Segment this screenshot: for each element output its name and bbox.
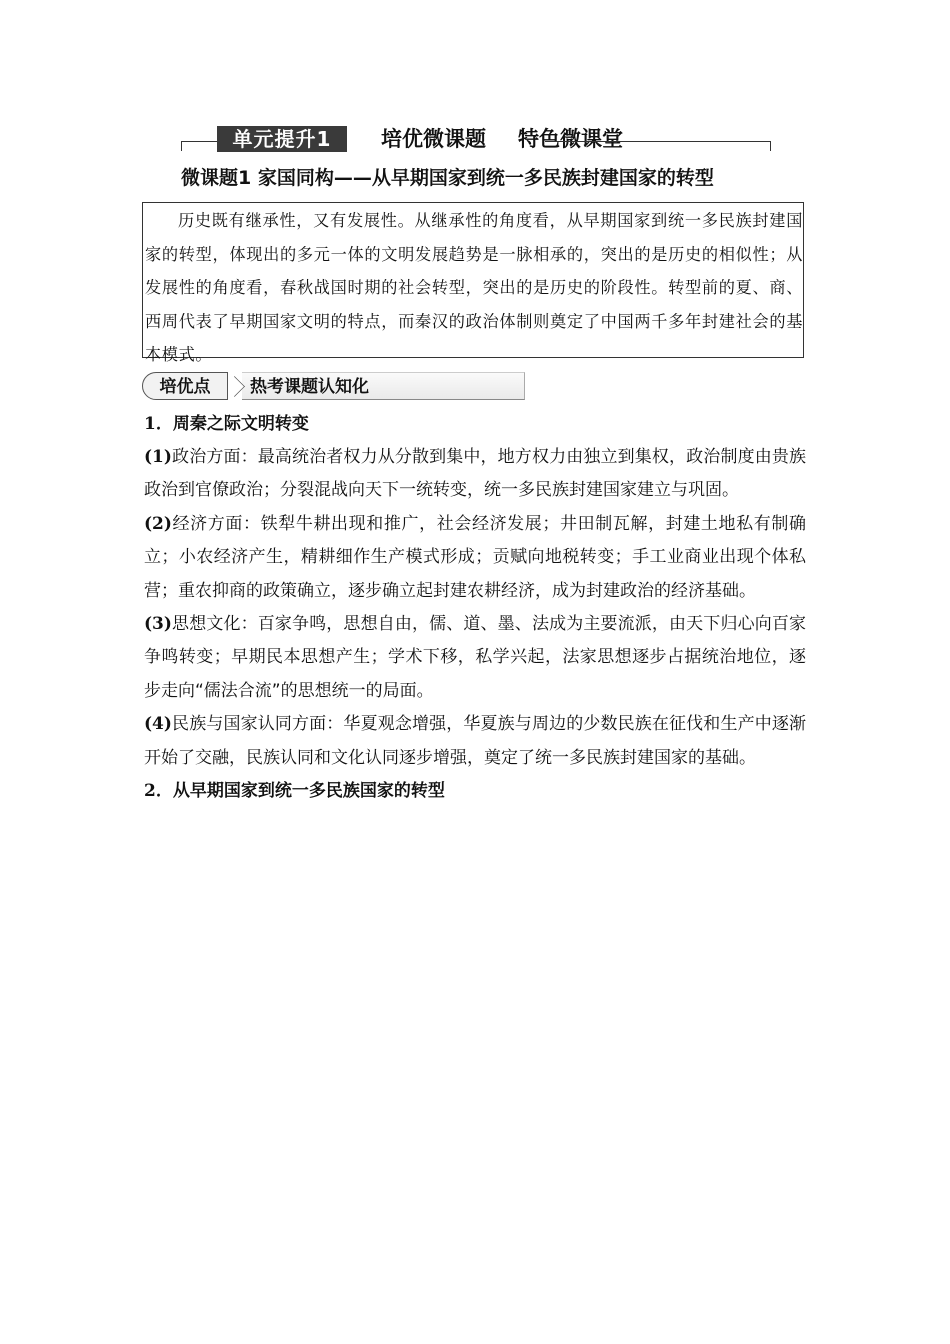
unit-title-right: 特色微课堂: [518, 127, 623, 151]
header-rule-tick-right: [770, 141, 771, 151]
unit-header: [181, 124, 771, 154]
section-1: [144, 408, 806, 808]
paragraph-politics: [144, 441, 806, 508]
paragraph-number: (3): [144, 614, 172, 635]
header-rule-tick-left: [181, 141, 182, 151]
section-heading: 1．周秦之际文明转变: [144, 414, 309, 434]
section-tab-label: 培优点: [142, 372, 228, 400]
section-tab-title: [242, 372, 525, 400]
intro-box: [142, 202, 804, 364]
unit-badge: 单元提升1: [217, 126, 347, 152]
section-tab-title-text: 热考课题认知化: [250, 377, 369, 397]
subtopic-title: [181, 163, 781, 193]
paragraph-number: (1): [144, 447, 172, 467]
paragraph-thought-culture: [144, 608, 806, 708]
subtopic-subtitle: 从早期国家到统一多民族封建国家的转型: [371, 167, 714, 189]
subtopic-label: 微课题1: [181, 167, 252, 189]
paragraph-text: 政治方面：最高统治者权力从分散到集中，地方权力由独立到集权，政治制度由贵族政治到官僚政治；分裂混战向天下一统转变，统一多民族封建国家建立与巩固。: [144, 447, 806, 501]
subtopic-name: 家国同构——: [257, 167, 372, 189]
paragraph-text: 民族与国家认同方面：华夏观念增强，华夏族与周边的少数民族在征伐和生产中逐渐开始了交融，民族认同和文化认同逐步增强，奠定了统一多民族封建国家的基础。: [144, 714, 806, 768]
intro-text: 历史既有继承性，又有发展性。从继承性的角度看，从早期国家到统一多民族封建国家的转型，体现出的多元一体的文明发展趋势是一脉相承的，突出的是历史的相似性；从发展性的角度看，春秋战国时期的社会转型，突出的是历史的阶段性。转型前的夏、商、西周代表了早期国家文明的特点，而秦汉的政治体制则奠定了中国两千多年封建社会的基本模式。: [145, 211, 803, 364]
header-rule-right: [545, 141, 771, 142]
section-heading: 2．从早期国家到统一多民族国家的转型: [144, 781, 445, 802]
header-rule-left: [181, 141, 217, 142]
paragraph-economy: [144, 508, 806, 608]
paragraph-ethnic-identity: [144, 708, 806, 775]
paragraph-text: 思想文化：百家争鸣，思想自由，儒、道、墨、法成为主要流派，由天下归心向百家争鸣转变；早期民本思想产生；学术下移，私学兴起，法家思想逐步占据统治地位，逐步走向“儒法合流”的思想统一的局面。: [144, 614, 806, 701]
unit-titles: [381, 124, 711, 154]
paragraph-number: (2): [144, 513, 172, 534]
unit-title-left: 培优微课题: [381, 127, 486, 151]
paragraph-number: (4): [144, 714, 172, 735]
section-tab: [142, 372, 525, 402]
paragraph-text: 经济方面：铁犁牛耕出现和推广，社会经济发展；井田制瓦解，封建土地私有制确立；小农经济产生，精耕细作生产模式形成；贡赋向地税转变；手工业商业出现个体私营；重农抑商的政策确立，逐步确立起封建农耕经济，成为封建政治的经济基础。: [144, 513, 806, 601]
